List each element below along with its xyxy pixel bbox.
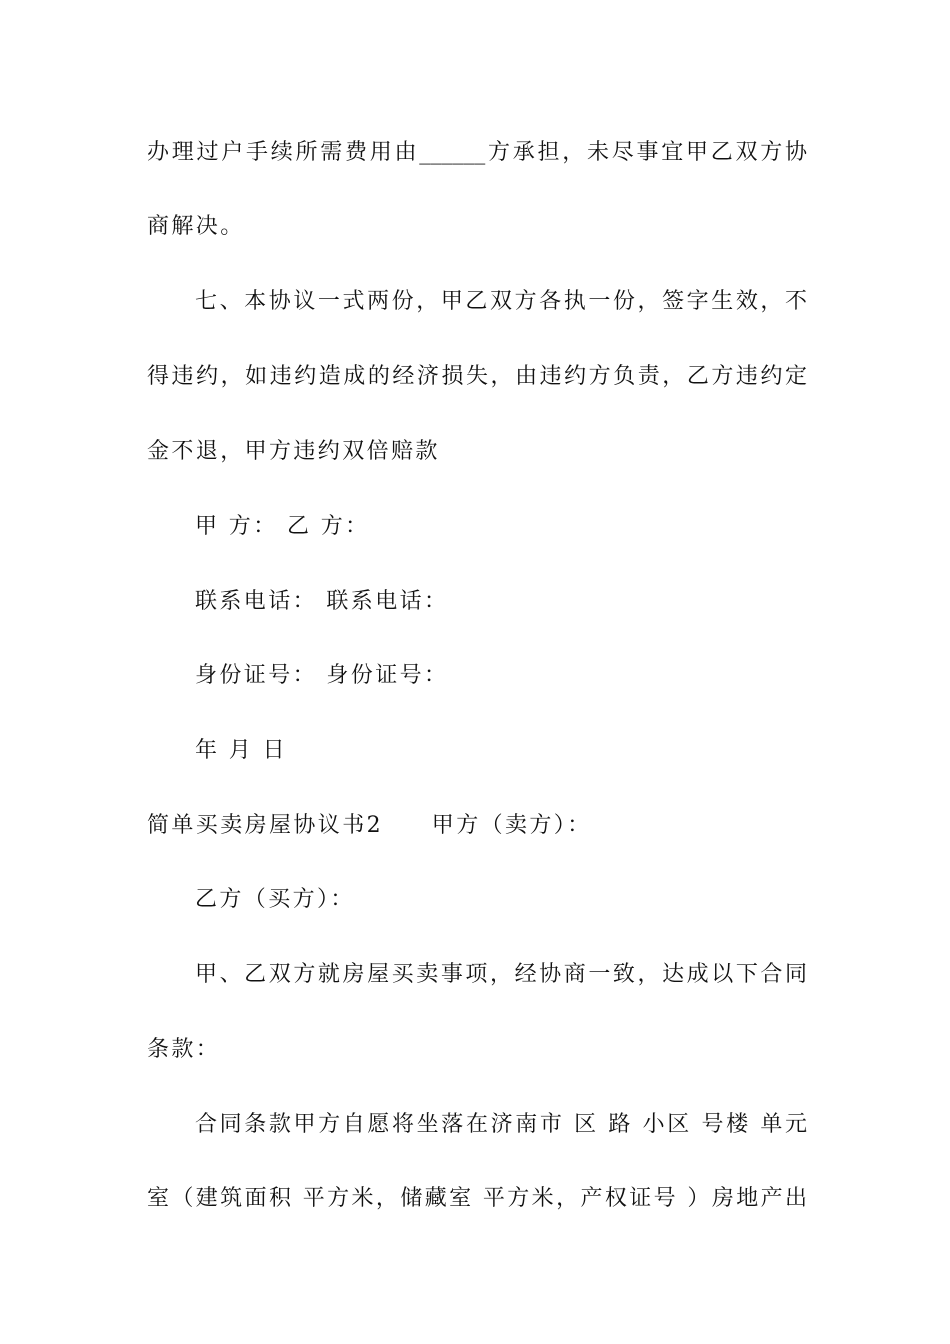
signature-phone-line: 联系电话： 联系电话： — [195, 589, 449, 614]
signature-id-line: 身份证号： 身份证号： — [195, 663, 449, 688]
paragraph-line: 乙方（买方）： — [195, 887, 355, 912]
paragraph-line: 金不退，甲方违约双倍赔款 — [147, 439, 440, 464]
signature-party-line: 甲 方： 乙 方： — [195, 514, 370, 539]
paragraph-line: 得违约，如违约造成的经济损失，由违约方负责，乙方违约定 — [147, 364, 807, 389]
paragraph-line: 七、本协议一式两份，甲乙双方各执一份，签字生效，不 — [195, 289, 807, 314]
paragraph-line: 商解决。 — [147, 214, 245, 239]
signature-date-line: 年 月 日 — [195, 738, 287, 763]
paragraph-line: 办理过户手续所需费用由______方承担，未尽事宜甲乙双方协 — [147, 140, 807, 165]
paragraph-line: 合同条款甲方自愿将坐落在济南市 区 路 小区 号楼 单元 — [195, 1112, 807, 1137]
section-heading: 简单买卖房屋协议书2 甲方（卖方）： — [147, 813, 592, 838]
paragraph-line: 甲、乙双方就房屋买卖事项，经协商一致，达成以下合同 — [195, 962, 807, 987]
paragraph-line: 条款： — [147, 1037, 221, 1062]
paragraph-line: 室（建筑面积 平方米，储藏室 平方米，产权证号 ）房地产出 — [147, 1186, 807, 1211]
